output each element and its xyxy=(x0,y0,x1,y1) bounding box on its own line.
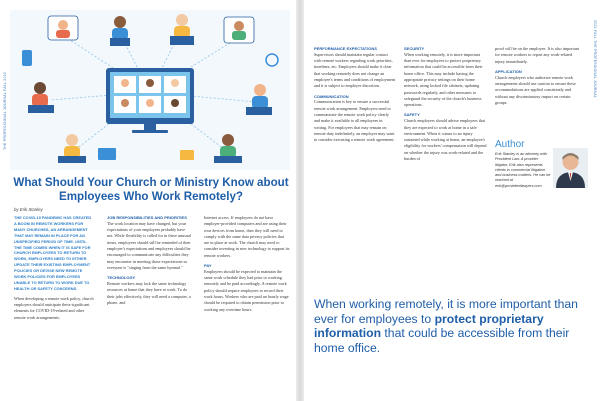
section-body-technology: Remote workers may lack the same technology resources at home that they have at work. To do their jobs effectively, they will need a computer, a phone, and xyxy=(107,280,191,305)
right-running-head: 2022 FALL THE PROFESSIONAL JOURNAL xyxy=(593,20,597,99)
section-heading-job: JOB RESPONSIBILITIES AND PRIORITIES xyxy=(107,215,187,220)
section-heading-communication: COMMUNICATION xyxy=(314,93,349,99)
intro-paragraph: THE COVID-19 PANDEMIC HAS CREATED A BOOM IN REMOTE WORKERS FOR MANY CHURCHES, AN ARRANGEMENT THAT MAY REMAIN IN PLACE FOR AN UNSPECIFIED PERIOD OF TIME. UNTIL THE TIME COMES WHEN IT IS SAFE FOR CHURCH EMPLOYEES TO RETURN TO WORK, EMPLOYERS NEED TO EITHER UPDATE THEIR EXISTING EMPLOYMENT POLICIES OR DEVISE NEW REMOTE WORK POLICIES FOR EMPLOYEES UNABLE TO RETURN TO WORK DUE TO HEALTH OR SAFETY CONCERNS. xyxy=(14,215,92,291)
right-column-1 xyxy=(314,46,396,147)
remote-work-illustration xyxy=(10,10,290,170)
section-body-job: The work location may have changed, but your expectations of your employees probably have not. While flexibility is called for in these unusual times, employees should still be reminded of their employer's expectations and employees should be encouraged to communicate any difficulties they may encounter in meeting those expectations so everyone is "singing from the same hymnal." xyxy=(107,220,192,270)
section-heading-technology: TECHNOLOGY xyxy=(107,275,136,281)
right-column-2 xyxy=(404,46,488,166)
central-monitor-icon xyxy=(106,68,194,133)
right-column-3 xyxy=(495,46,581,110)
left-column-3 xyxy=(204,215,290,317)
pull-quote-tail: that could be accessible from their home office. xyxy=(314,326,570,355)
section-heading-security: SECURITY xyxy=(404,46,425,51)
pull-quote-emphasis: protect proprietary information xyxy=(314,311,544,341)
section-heading-pay: PAY xyxy=(204,263,212,269)
section-body-communication: Communication is key to ensure a successful remote work arrangement. Employers need to communicate the remote work policy clearly and make it available to all employees in writing. For employees that may remain on remote duty indefinitely, an employer may want to consider executing a remote work agreement. xyxy=(314,99,395,143)
left-column-1 xyxy=(14,215,94,325)
section-body-application: Church employers who authorize remote work arrangements should use caution to ensure these accommodations are applied consistently and without any discriminatory impact on certain groups. xyxy=(495,74,576,105)
section-body-security: When working remotely, it is more important than ever for employees to protect proprietary information that could be accessible from their home office. This may include having the appropriate privacy settings on their home network, using locked file cabinets, updating passwords regularly, and other measures to safeguard the security of the church's business operations. xyxy=(404,51,483,108)
page-gutter xyxy=(296,0,304,401)
section-heading-performance: PERFORMANCE EXPECTATIONS xyxy=(314,46,377,51)
pull-quote xyxy=(314,297,589,355)
author-title: Author xyxy=(495,139,525,150)
author-photo xyxy=(553,148,588,188)
article-byline: by Erik Stanley xyxy=(14,207,43,212)
pull-quote-lead: When working remotely, it is more important than ever for employees to xyxy=(314,297,578,326)
section-body-technology-cont: Internet access. If employees do not have employer-provided computers and are using their own devices from home, then they will need to comply with the same data privacy policies that are in place at work. The church may need to consider investing in new technology to support its remote workers. xyxy=(204,215,290,258)
author-bio: Erik Stanley is an attorney with Provident Law. A provider litigator, Erik also represents clients in commercial litigation and business matters. He can be reached at erik@providentlawyers.com xyxy=(495,152,551,188)
body-paragraph: When developing a remote work policy, church employers should anticipate these significant elements for COVID-19-related and other remote work arrangements: xyxy=(14,295,94,320)
section-body-pay: Employees should be expected to maintain the same work schedule they had prior to working remotely and be paid accordingly. A remote work policy should require employees to record their work hours. Workers who are paid an hourly wage should be required to obtain permission prior to working any overtime hours. xyxy=(204,268,289,312)
article-headline: What Should Your Church or Ministry Know about Employees Who Work Remotely? xyxy=(13,176,289,203)
section-heading-application: APPLICATION xyxy=(495,68,522,74)
section-heading-safety: SAFETY xyxy=(404,112,420,118)
left-running-head: THE PROFESSIONAL JOURNAL FALL 2022 xyxy=(3,71,7,150)
section-body-safety-cont: proof will be on the employee. It is also important for remote workers to report any work-related injury immediately. xyxy=(495,46,579,64)
section-body-safety: Church employers should advise employees that they are expected to work at home in a safe environment. When it comes to an injury sustained while working at home, an employee's eligibility for workers' compensation will depend on whether the injury was work-related and the burden of xyxy=(404,118,487,162)
section-body-performance: Supervisors should maintain regular contact with remote workers regarding work priorities, timelines, etc. Employers should make it clear that working remotely does not change an employee's terms and conditions of employment and it is subject to employer discretion. xyxy=(314,51,396,89)
left-column-2 xyxy=(107,215,191,310)
